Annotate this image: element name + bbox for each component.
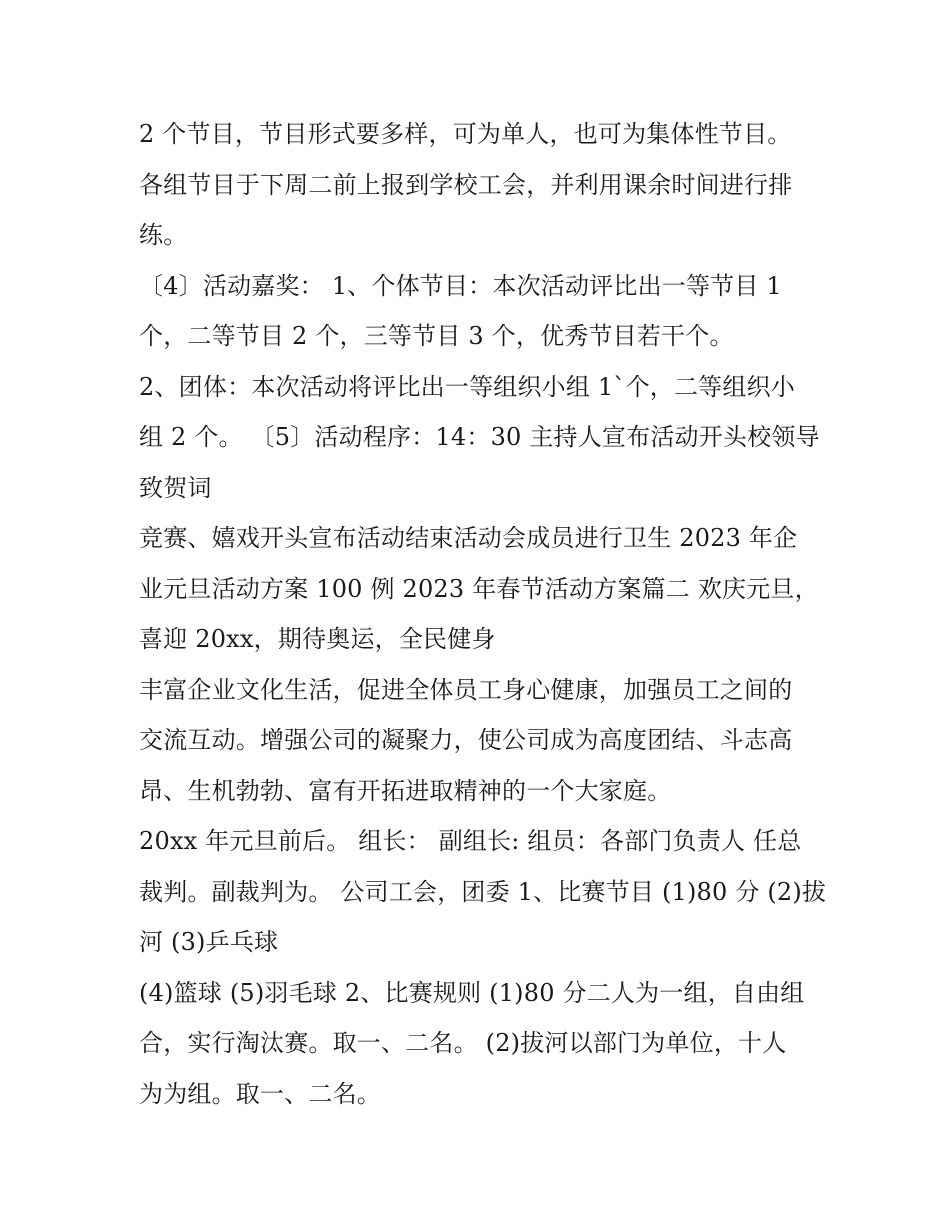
text-line: 2 个节目，节目形式要多样，可为单人，也可为集体性节目。 bbox=[139, 120, 792, 148]
document-body bbox=[139, 109, 829, 1119]
text-line: 20xx 年元旦前后。 组长： 副组长: 组员：各部门负责人 任总 bbox=[139, 827, 802, 855]
text-line: 2、团体：本次活动将评比出一等组织小组 1`个，二等组织小 bbox=[139, 372, 795, 401]
text-line: 为为组。取一、二名。 bbox=[139, 1079, 381, 1108]
text-line: 各组节目于下周二前上报到学校工会，并利用课余时间进行排 bbox=[139, 170, 793, 199]
text-line: 致贺词 bbox=[139, 473, 212, 502]
text-line: 〔4〕活动嘉奖： 1、个体节目：本次活动评比出一等节目 1 bbox=[139, 271, 782, 300]
text-line: 竞赛、嬉戏开头宣布活动结束活动会成员进行卫生 2023 年企 bbox=[139, 524, 798, 552]
text-line: 裁判。副裁判为。 公司工会，团委 1、比赛节目 (1)80 分 (2)拔 bbox=[139, 877, 827, 906]
text-line: 喜迎 20xx，期待奥运，全民健身 bbox=[139, 625, 496, 653]
text-line: 河 (3)乒乓球 bbox=[139, 928, 279, 956]
text-line: 练。 bbox=[139, 221, 188, 249]
text-line: 组 2 个。 〔5〕活动程序：14：30 主持人宣布活动开头校领导 bbox=[139, 423, 820, 451]
text-line: 合，实行淘汰赛。取一、二名。 (2)拔河以部门为单位，十人 bbox=[139, 1029, 787, 1057]
text-line: 丰富企业文化生活，促进全体员工身心健康，加强员工之间的 bbox=[139, 675, 793, 704]
text-line: 交流互动。增强公司的凝聚力，使公司成为高度团结、斗志高 bbox=[139, 726, 793, 754]
text-line: (4)篮球 (5)羽毛球 2、比赛规则 (1)80 分二人为一组，自由组 bbox=[139, 978, 805, 1007]
text-line: 个，二等节目 2 个，三等节目 3 个，优秀节目若干个。 bbox=[139, 322, 734, 350]
text-line: 业元旦活动方案 100 例 2023 年春节活动方案篇二 欢庆元旦， bbox=[139, 574, 819, 603]
text-line: 昂、生机勃勃、富有开拓进取精神的一个大家庭。 bbox=[139, 776, 672, 805]
